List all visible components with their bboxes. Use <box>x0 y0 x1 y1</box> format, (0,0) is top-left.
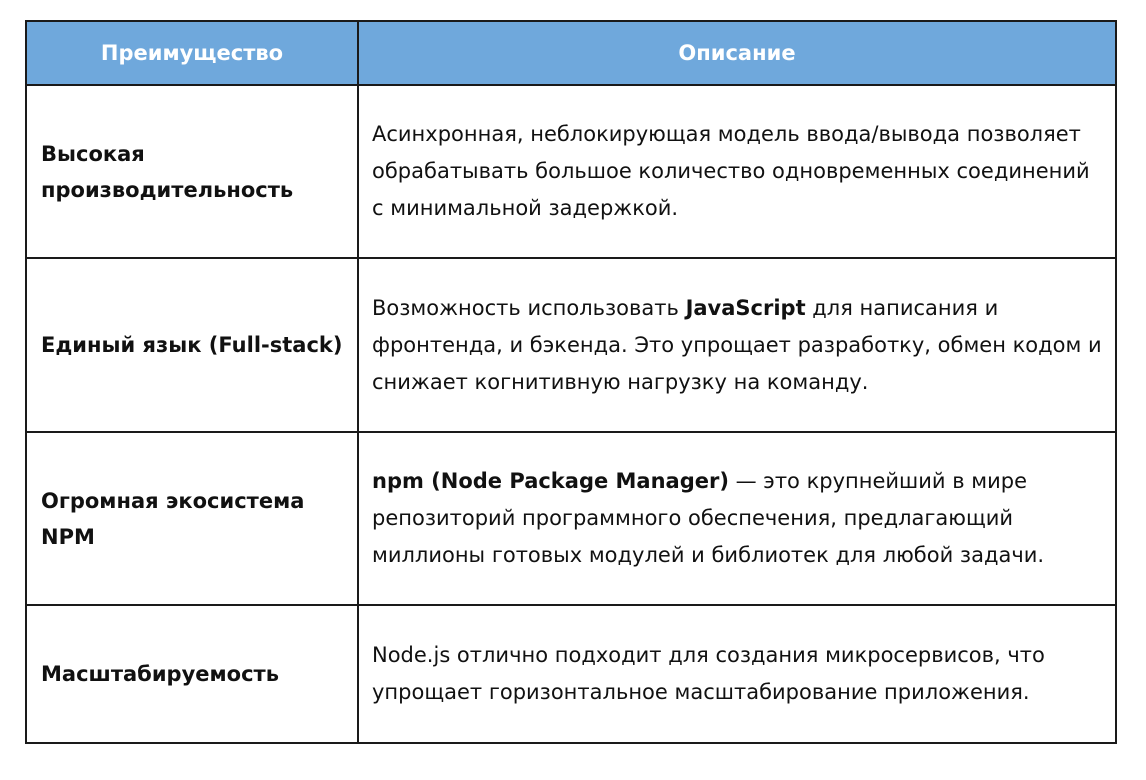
advantage-name-text: Огромная экосистема NPM <box>41 488 305 549</box>
advantage-name-text: Масштабируемость <box>41 662 279 686</box>
table-row <box>26 605 1116 743</box>
advantage-name <box>26 85 358 258</box>
advantage-name-text: Единый язык (Full-stack) <box>41 333 343 357</box>
description-text: Асинхронная, неблокирующая модель ввода/вывода позволяет обрабатывать большое количество одновременных соединений с минимальной задержкой. <box>372 122 1090 220</box>
table-header <box>26 21 1116 85</box>
advantages-table <box>25 20 1117 744</box>
advantage-description <box>358 432 1116 605</box>
table-row <box>26 432 1116 605</box>
description-text: Node.js отлично подходит для создания микросервисов, что упрощает горизонтальное масштабирование приложения. <box>372 643 1045 704</box>
advantage-name <box>26 258 358 432</box>
description-text: для написания и фронтенда, и бэкенда. Это упрощает разработку, обмен кодом и снижает когнитивную нагрузку на команду. <box>372 295 1102 394</box>
description-text: — это крупнейший в мире репозиторий программного обеспечения, предлагающий миллионы готовых модулей и библиотек для любой задачи. <box>372 469 1045 567</box>
description-bold-text: npm (Node Package Manager) <box>372 469 729 493</box>
advantage-name <box>26 605 358 743</box>
description-bold-text: JavaScript <box>685 295 806 320</box>
advantage-description <box>358 258 1116 432</box>
description-text: Возможность использовать <box>372 295 686 320</box>
advantage-name <box>26 432 358 605</box>
advantage-name-text: Высокая производительность <box>41 141 294 202</box>
advantage-description <box>358 605 1116 743</box>
advantage-description <box>358 85 1116 258</box>
header-description: Описание <box>358 21 1116 85</box>
table-row <box>26 85 1116 258</box>
header-advantage: Преимущество <box>26 21 358 85</box>
table-row <box>26 258 1116 432</box>
header-row <box>26 21 1116 85</box>
